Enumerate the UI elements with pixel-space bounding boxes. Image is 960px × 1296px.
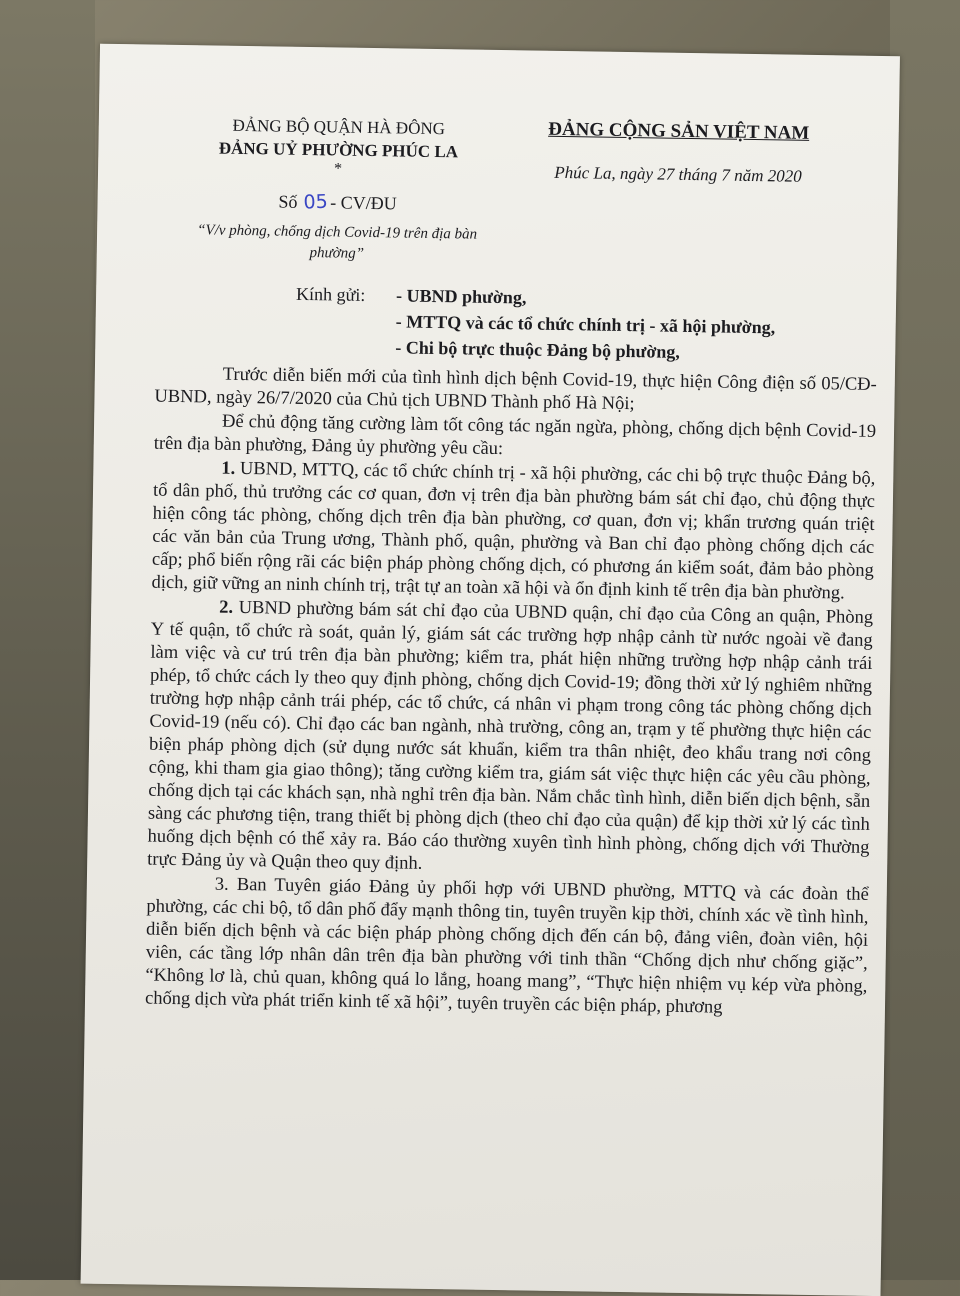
party-name: ĐẢNG CỘNG SẢN VIỆT NAM [548, 118, 810, 144]
document-body [145, 363, 877, 1023]
party-block [523, 118, 834, 187]
document-number-handwritten: 05 [303, 190, 329, 214]
issuer-block [192, 113, 484, 267]
item-text: Ban Tuyên giáo Đảng ủy phối hợp với UBND phường, MTTQ và các đoàn thể phường, các chi bộ, tổ dân phố đẩy mạnh thông tin, tuyên truyền kịp thời, chính xác về tình hình, diễn biến dịch bệnh và các biện pháp phòng chống dịch đến cán bộ, đảng viên, đoàn viên, hội viên, các tầng lớp nhân dân trên địa bàn phường với tinh thần “Chống dịch như chống giặc”, “Không lơ là, chủ quan, không quá lo lắng, hoang mang”, “Thực hiện nhiệm vụ kép vừa phòng, chống dịch vừa phát triển kinh tế xã hội”, tuyên truyền các biện pháp, phương [144, 874, 869, 1018]
background-right [890, 0, 960, 1280]
paragraph-request: Để chủ động tăng cường làm tốt công tác ngăn ngừa, phòng, chống dịch bệnh Covid-19 trên địa bàn phường, Đảng ủy phường yêu cầu: [153, 411, 877, 460]
recipient-item: - UBND phường, [395, 285, 527, 308]
paragraph-item-2 [147, 596, 873, 883]
issuer-line-1: ĐẢNG BỘ QUẬN HÀ ĐÔNG [232, 115, 446, 139]
item-text: UBND, MTTQ, các tổ chức chính trị - xã hội phường, các chi bộ trực thuộc Đảng bộ, tổ dân phố, thủ trưởng các cơ quan, đơn vị trên địa bàn phường bám sát chỉ đạo, chủ động thực hiện công tác phòng, chống dịch trên địa bàn phường, cơ quan, đơn vị; khẩn trương quán triệt các văn bản của Trung ương, Thành phố, quận, phường và Ban chỉ đạo phòng chống dịch các cấp; phổ biến rộng rãi các biện pháp phòng chống dịch, có phương án kiểm soát, đảm bảo phòng dịch, giữ vững an ninh chính trị, trật tự an toàn xã hội và ổn định kinh tế trên địa bàn phường. [151, 458, 876, 604]
item-number: 2. [219, 597, 234, 618]
issuer-star: * [333, 160, 343, 178]
item-number: 3. [214, 874, 229, 895]
document-number-suffix: - CV/ĐU [330, 192, 397, 214]
paragraph-preamble: Trước diễn biến mới của tình hình dịch bệnh Covid-19, thực hiện Công điện số 05/CĐ-UBND, ngày 26/7/2020 của Chủ tịch UBND Thành phố Hà Nội; [154, 364, 877, 415]
recipient-item: - MTTQ và các tổ chức chính trị - xã hội phường, [395, 311, 776, 338]
recipient-item: - Chi bộ trực thuộc Đảng bộ phường, [395, 337, 681, 362]
issuer-line-2: ĐẢNG UỶ PHƯỜNG PHÚC LA [218, 138, 459, 162]
item-text: UBND phường bám sát chỉ đạo của UBND quận, chỉ đạo của Công an quận, Phòng Y tế quận, tổ chức rà soát, quản lý, giám sát các trường hợp nhập cảnh từ nước ngoài về đang làm việc và cư trú trên địa bàn phường; kiểm tra, phát hiện những trường hợp nhập cảnh trái phép, tổ chức cách ly theo quy định phòng, chống dịch Covid-19; đồng thời xử lý nghiêm những trường hợp nhập cảnh trái phép, các tổ chức, cá nhân vi phạm trong công tác phòng chống dịch Covid-19 (nếu có). Chỉ đạo các ban ngành, nhà trường, công an, trạm y tế phường thực hiện các biện pháp phòng dịch (sử dụng nước sát khuẩn, kiểm tra thân nhiệt, đeo khẩu trang nơi công cộng, khi tham gia giao thông); tăng cường kiểm tra, giám sát việc thực hiện các yêu cầu phòng, chống dịch tại các khách sạn, nhà nghỉ trên địa bàn. Nắm chắc tình hình, diễn biến dịch bệnh, sẵn sàng các phương tiện, trang thiết bị phòng dịch (theo chỉ đạo của quận) để kịp thời xử lý các tình huống dịch bệnh có thể xảy ra. Báo cáo thường xuyên tình hình phòng, chống dịch với Thường trực Đảng ủy và Quận theo quy định. [147, 597, 874, 874]
paragraph-item-1 [151, 457, 875, 606]
background-left [0, 0, 95, 1280]
place-date: Phúc La, ngày 27 tháng 7 năm 2020 [554, 162, 802, 186]
document-page [81, 44, 900, 1296]
recipients-label: Kính gửi: [295, 283, 366, 305]
document-number-prefix: Số [278, 191, 298, 212]
item-number: 1. [221, 458, 236, 479]
recipients-block [295, 281, 856, 368]
paragraph-item-3 [145, 873, 869, 1022]
document-number [192, 189, 482, 217]
document-subject: “V/v phòng, chống dịch Covid-19 trên địa bàn phường” [197, 222, 478, 262]
